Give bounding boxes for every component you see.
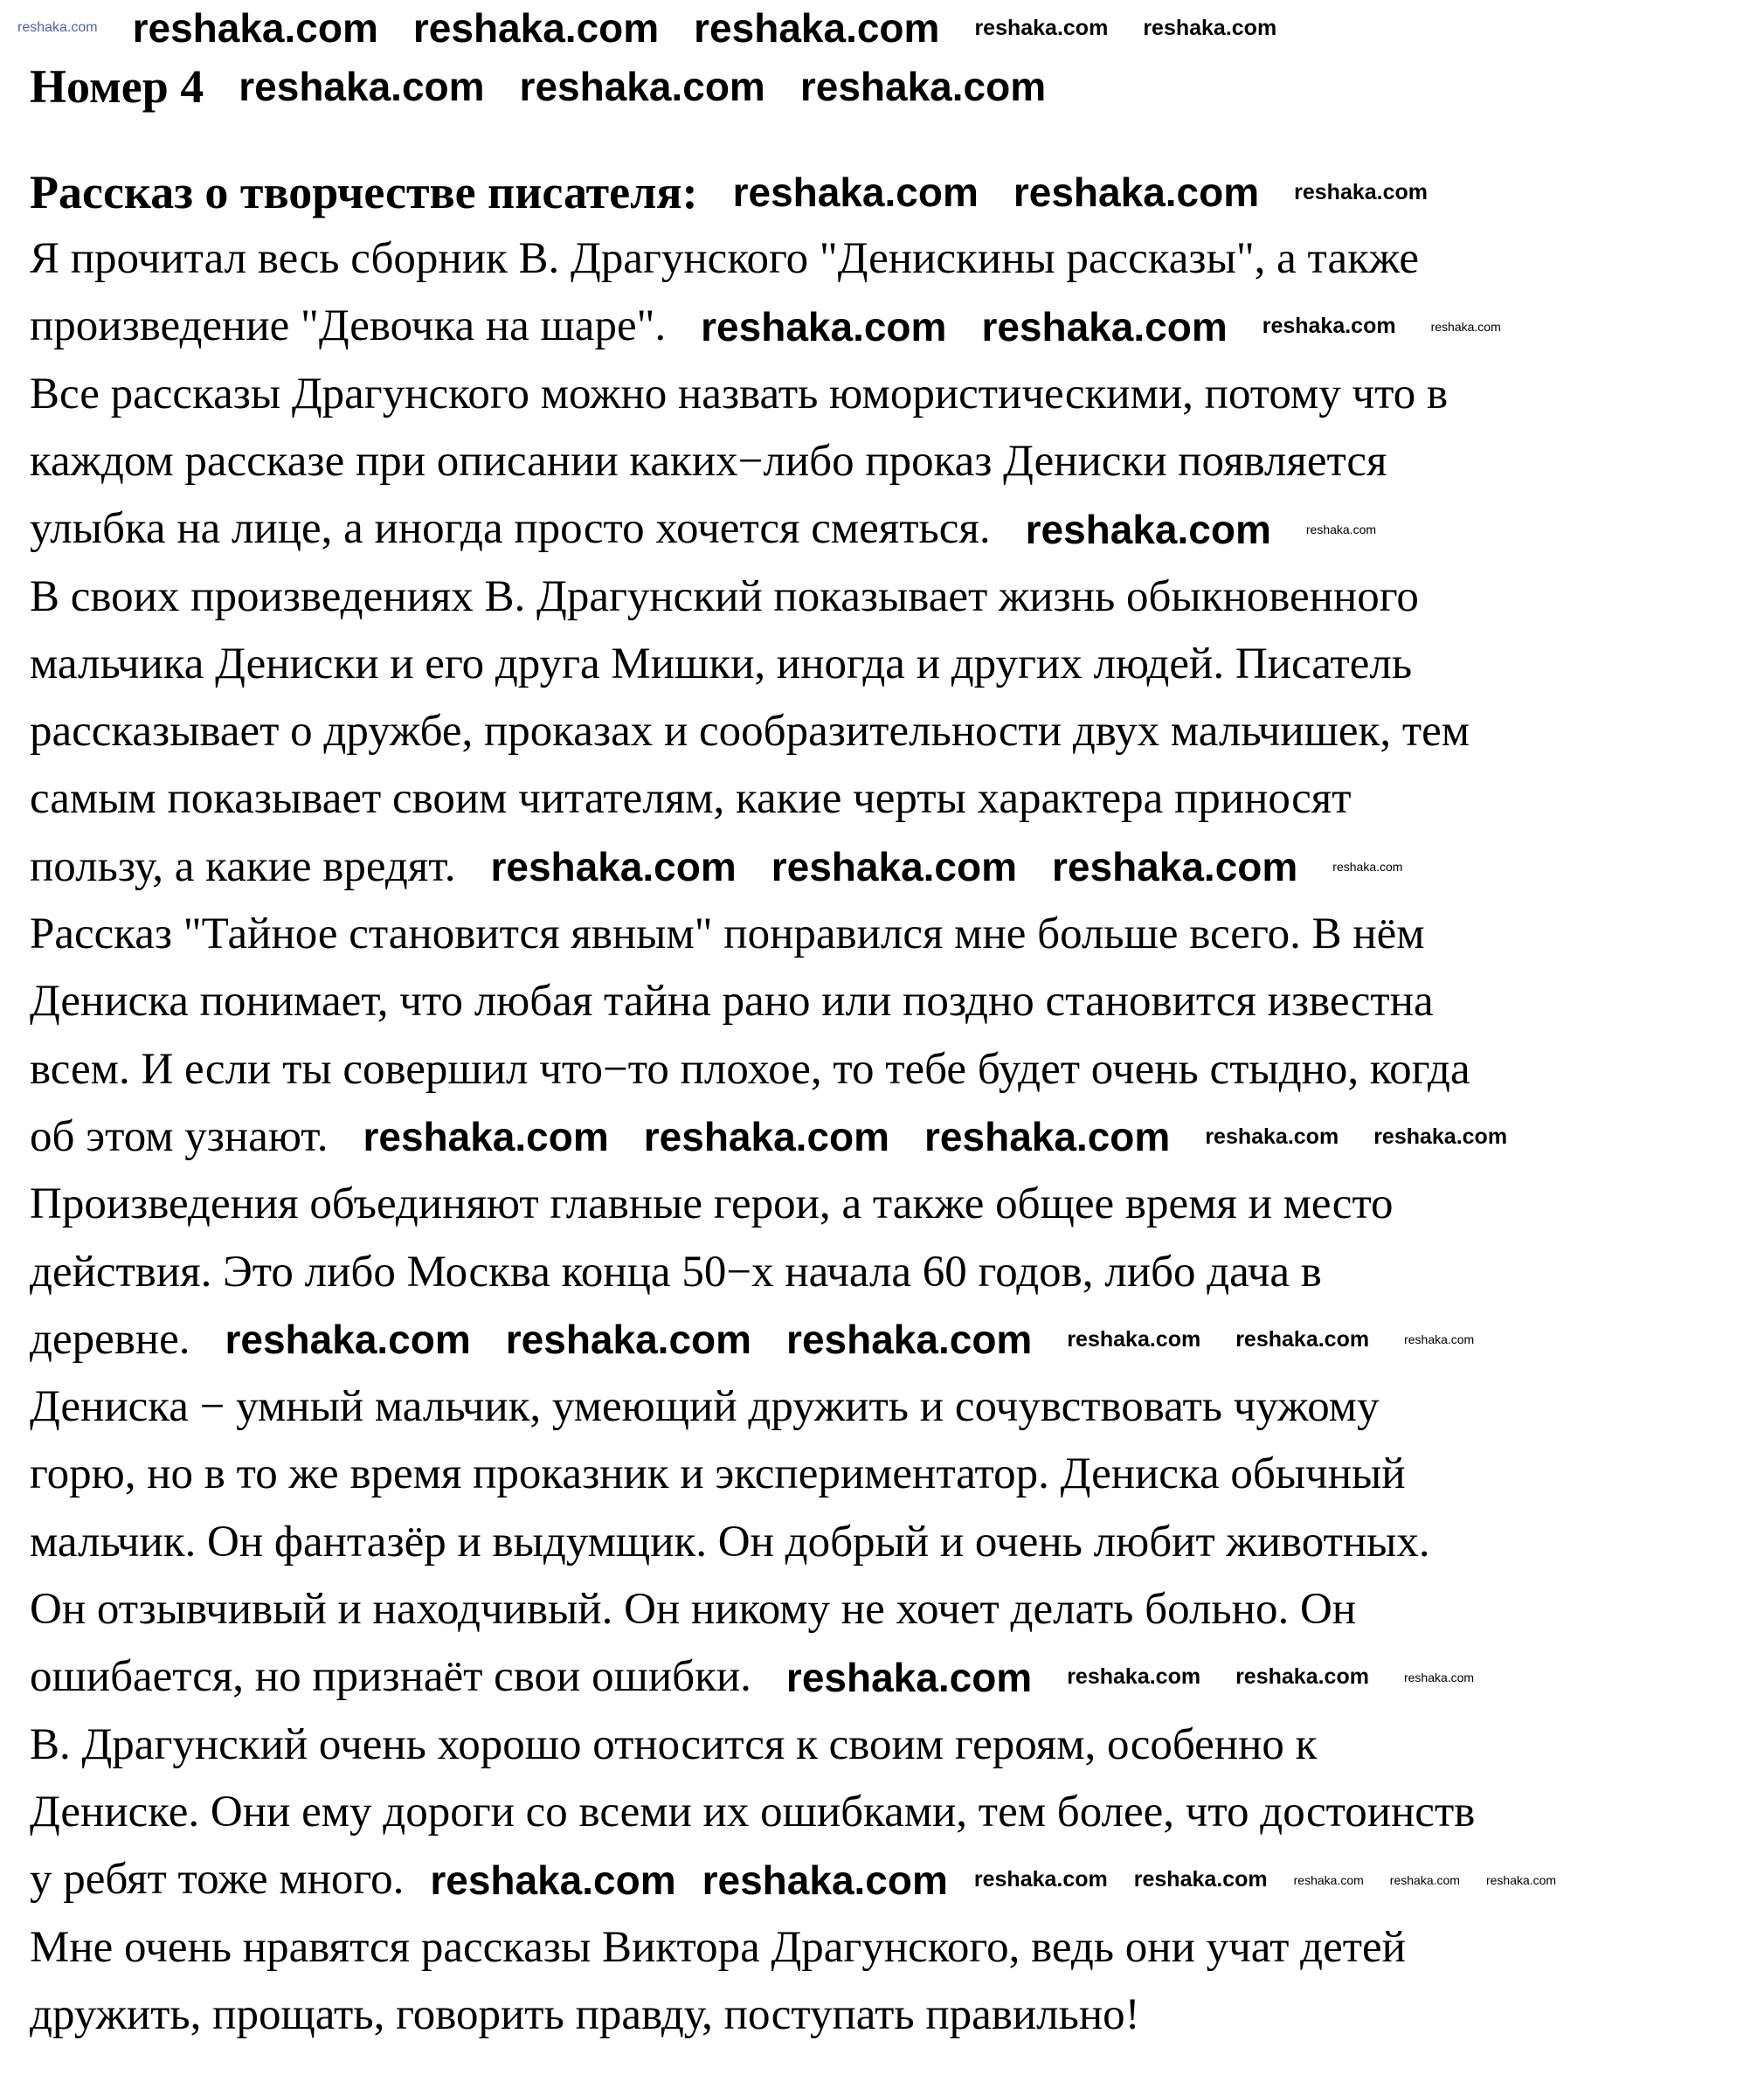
- text-line: [30, 1914, 1764, 1982]
- watermark: reshaka.com: [973, 1867, 1108, 1892]
- text-line: [30, 1779, 1764, 1846]
- text-line-content: деревне.: [30, 1314, 190, 1364]
- watermark: reshaka.com: [732, 169, 979, 215]
- text-line: [30, 1171, 1764, 1238]
- watermark: reshaka.com: [490, 844, 737, 890]
- text-line-content: Дениска − умный мальчик, умеющий дружить и сочувствовать чужому: [30, 1382, 1380, 1432]
- watermark: reshaka.com: [1235, 1326, 1370, 1352]
- watermark: reshaka.com: [1025, 506, 1271, 552]
- text-line: [30, 1712, 1764, 1779]
- watermark: reshaka.com: [519, 64, 765, 109]
- watermark: reshaka.com: [225, 1317, 471, 1363]
- watermark: reshaka.com: [974, 15, 1109, 40]
- text-line: [30, 1982, 1764, 2049]
- watermark: reshaka.com: [1205, 1124, 1339, 1149]
- section-heading: Рассказ о творчестве писателя:: [30, 166, 698, 218]
- watermark: reshaka.com: [1013, 169, 1260, 215]
- watermark: reshaka.com: [1403, 1670, 1475, 1684]
- watermark: reshaka.com: [239, 64, 485, 109]
- text-line-content: улыбка на лице, а иногда просто хочется смеяться.: [30, 504, 991, 554]
- watermark: reshaka.com: [1485, 1872, 1557, 1887]
- text-line-content: В. Драгунский очень хорошо относится к своим героям, особенно к: [30, 1719, 1318, 1769]
- watermark: reshaka.com: [785, 1654, 1033, 1700]
- text-line: [30, 1239, 1764, 1306]
- watermark: reshaka.com: [1067, 1326, 1201, 1352]
- text-line: [30, 631, 1764, 698]
- text-line: [30, 1846, 1764, 1913]
- text-line-content: Рассказ "Тайное становится явным" понравился мне больше всего. В нём: [30, 910, 1425, 958]
- text-line-content: ошибается, но признаёт свои ошибки.: [30, 1652, 751, 1702]
- text-line: [30, 698, 1764, 765]
- text-line-content: всем. И если ты совершил что−то плохое, то тебе будет очень стыдно, когда: [30, 1044, 1470, 1094]
- watermark: reshaka.com: [363, 1114, 609, 1160]
- text-line: [30, 564, 1764, 631]
- watermark: reshaka.com: [786, 1317, 1033, 1363]
- watermark: reshaka.com: [701, 303, 947, 349]
- text-line: [30, 901, 1764, 968]
- text-line-content: Он отзывчивый и находчивый. Он никому не хочет делать больно. Он: [30, 1585, 1357, 1634]
- text-line-content: каждом рассказе при описании каких−либо проказ Дениски появляется: [30, 436, 1387, 486]
- text-line-content: Мне очень нравятся рассказы Виктора Драгунского, ведь они учат детей: [30, 1922, 1406, 1972]
- text-line: [30, 495, 1764, 563]
- watermark: reshaka.com: [924, 1114, 1171, 1160]
- watermark: reshaka.com: [1404, 1332, 1475, 1347]
- watermark: reshaka.com: [643, 1114, 890, 1160]
- text-line: [30, 361, 1764, 428]
- watermark: reshaka.com: [1389, 1872, 1460, 1887]
- text-line-content: дружить, прощать, говорить правду, поступать правильно!: [30, 1989, 1140, 2039]
- watermark: reshaka.com: [1293, 1872, 1364, 1887]
- text-line-content: самым показывает своим читателям, какие черты характера приносят: [30, 774, 1352, 824]
- text-line: [30, 1306, 1764, 1373]
- watermark: reshaka.com: [132, 5, 378, 51]
- text-line: [30, 765, 1764, 833]
- text-line-content: Дениска понимает, что любая тайна рано или поздно становится известна: [30, 977, 1434, 1027]
- watermark: reshaka.com: [17, 20, 98, 35]
- text-line: [30, 833, 1764, 901]
- text-line-content: мальчика Дениски и его друга Мишки, иногда и других людей. Писатель: [30, 639, 1413, 688]
- watermark: reshaka.com: [430, 1857, 676, 1903]
- watermark: reshaka.com: [799, 64, 1047, 109]
- watermark: reshaka.com: [1262, 314, 1396, 339]
- text-line: [30, 1643, 1764, 1711]
- watermark: reshaka.com: [702, 1857, 948, 1903]
- text-line: [30, 225, 1764, 293]
- watermark: reshaka.com: [1305, 522, 1377, 536]
- text-line: [30, 968, 1764, 1035]
- watermark: reshaka.com: [981, 303, 1228, 349]
- text-line-content: Все рассказы Драгунского можно назвать юмористическими, потому что в: [30, 369, 1449, 418]
- watermark: reshaka.com: [1143, 15, 1277, 40]
- text-line: [30, 1103, 1764, 1171]
- watermark: reshaka.com: [771, 844, 1018, 890]
- text-line: [30, 1036, 1764, 1103]
- watermark: reshaka.com: [1294, 179, 1428, 204]
- watermark: reshaka.com: [505, 1317, 752, 1363]
- text-line-content: Я прочитал весь сборник В. Драгунского "Денискины рассказы", а также: [30, 234, 1420, 283]
- text-line-content: горю, но в то же время проказник и экспериментатор. Дениска обычный: [30, 1449, 1406, 1499]
- text-line: [30, 1373, 1764, 1441]
- text-line-content: Произведения объединяют главные герои, а также общее время и место: [30, 1179, 1394, 1229]
- heading-row: [30, 164, 1764, 220]
- text-line: [30, 1509, 1764, 1576]
- text-line: [30, 1441, 1764, 1508]
- text-line-content: мальчик. Он фантазёр и выдумщик. Он добрый и очень любит животных.: [30, 1517, 1430, 1567]
- text-line: [30, 1576, 1764, 1643]
- text-line-content: действия. Это либо Москва конца 50−х начала 60 годов, либо дача в: [30, 1247, 1322, 1297]
- watermark: reshaka.com: [1235, 1664, 1369, 1690]
- watermark: reshaka.com: [1430, 319, 1501, 334]
- text-line-content: Дениске. Они ему дороги со всеми их ошибками, тем более, что достоинств: [30, 1787, 1476, 1836]
- watermark: reshaka.com: [694, 5, 940, 51]
- text-line: [30, 293, 1764, 360]
- text-line-content: пользу, а какие вредят.: [30, 841, 456, 891]
- text-line: [30, 428, 1764, 495]
- watermark: reshaka.com: [412, 5, 660, 51]
- text-line-content: об этом узнают.: [30, 1111, 329, 1161]
- watermark: reshaka.com: [1067, 1664, 1201, 1690]
- text-line-content: у ребят тоже много.: [30, 1855, 405, 1905]
- watermark: reshaka.com: [1373, 1124, 1508, 1149]
- watermark: reshaka.com: [1133, 1867, 1268, 1892]
- title-row: [30, 59, 1764, 114]
- page-title: Номер 4: [30, 60, 204, 113]
- watermark: reshaka.com: [1332, 860, 1403, 875]
- watermark: reshaka.com: [1052, 844, 1298, 890]
- text-line-content: произведение "Девочка на шаре".: [30, 301, 667, 351]
- text-line-content: В своих произведениях В. Драгунский показывает жизнь обыкновенного: [30, 571, 1419, 621]
- text-line-content: рассказывает о дружбе, проказах и сообразительности двух мальчишек, тем: [30, 707, 1470, 757]
- watermark-band: [17, 3, 1764, 52]
